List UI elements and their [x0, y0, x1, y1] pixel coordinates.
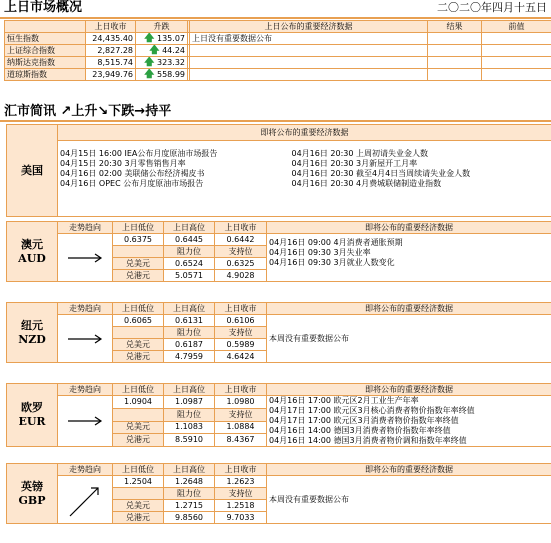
fx-rule [0, 120, 551, 122]
events-header: 即将公布的重要经济数据 [267, 384, 551, 396]
usa-events-left [58, 141, 290, 217]
vs-hkd-label: 兑港元 [113, 512, 164, 524]
event-item: 04月16日 17:00 欧元区2月工业生产年率 [269, 396, 419, 405]
trend-header: 走势趋向 [58, 222, 113, 234]
vs-usd-label: 兑美元 [113, 258, 164, 270]
hkd-support: 4.6424 [215, 351, 267, 363]
close-header: 上日收市 [215, 303, 267, 315]
usd-support: 1.0884 [215, 421, 267, 434]
up-arrow-icon: 🡅 [144, 68, 155, 80]
currency-code: EUR [18, 415, 46, 428]
events-cell [267, 234, 551, 282]
up-arrow-icon: 🡅 [144, 56, 155, 68]
hkd-resistance: 8.5910 [164, 434, 215, 447]
support-header: 支持位 [215, 488, 267, 500]
event-item: 04月16日 20:30 截至4月4日当周续请失业金人数 [291, 169, 471, 178]
events-header: 即将公布的重要经济数据 [267, 464, 551, 476]
high-header: 上日高位 [164, 303, 215, 315]
close-value: 1.2623 [215, 476, 267, 488]
market-row [5, 69, 551, 81]
usa-label: 美国 [7, 125, 58, 217]
hkd-resistance: 4.7959 [164, 351, 215, 363]
flat-arrow-icon [60, 319, 110, 359]
header-rule [0, 17, 551, 19]
currency-code: AUD [18, 251, 46, 265]
low-header: 上日低位 [113, 464, 164, 476]
currency-block-aud [6, 221, 551, 282]
currency-name-cn: 欧罗 [21, 401, 43, 414]
event-item: 04月16日 14:00 德国3月消费者物价调和指数年率终值 [269, 436, 467, 445]
col-change-header: 升跌 [136, 21, 188, 33]
event-item: 04月16日 09:30 3月失业率 [269, 248, 371, 257]
low-header: 上日低位 [113, 303, 164, 315]
market-row [5, 57, 551, 69]
trend-cell [58, 234, 113, 282]
flat-arrow-icon [60, 401, 110, 441]
index-name: 上证综合指数 [5, 45, 86, 57]
index-close: 24,435.40 [86, 33, 136, 45]
close-value: 1.0980 [215, 396, 267, 409]
index-name: 道琼斯指数 [5, 69, 86, 81]
trend-cell [58, 315, 113, 363]
currency-name-cn: 澳元 [21, 237, 43, 251]
usa-events-header: 即将公布的重要经济数据 [58, 125, 551, 141]
event-item: 04月16日 14:00 德国3月消费者物价指数年率终值 [269, 426, 451, 435]
index-name: 纳斯达克指数 [5, 57, 86, 69]
close-header: 上日收市 [215, 464, 267, 476]
support-header: 支持位 [215, 408, 267, 421]
event-item: 04月16日 09:30 3月就业人数变化 [269, 258, 395, 267]
close-header: 上日收市 [215, 222, 267, 234]
vs-usd-label: 兑美元 [113, 500, 164, 512]
close-header: 上日收市 [215, 384, 267, 396]
close-value: 0.6106 [215, 315, 267, 327]
index-close: 8,515.74 [86, 57, 136, 69]
usd-support: 0.5989 [215, 339, 267, 351]
resistance-header: 阻力位 [164, 246, 215, 258]
usa-block [6, 124, 551, 217]
fx-section-title: 汇市简讯 ↗上升↘下跌→持平 [4, 104, 172, 119]
usd-resistance: 1.2715 [164, 500, 215, 512]
col-result-header: 结果 [428, 21, 482, 33]
event-item: 04月16日 02:00 美联储公布经济褐皮书 [60, 169, 205, 178]
high-value: 1.2648 [164, 476, 215, 488]
hkd-support: 9.7033 [215, 512, 267, 524]
trend-header: 走势趋向 [58, 464, 113, 476]
currency-code: NZD [18, 332, 46, 346]
vs-usd-label: 兑美元 [113, 339, 164, 351]
event-item: 04月17日 17:00 欧元区3月核心消费者物价指数年率终值 [269, 406, 475, 415]
high-value: 1.0987 [164, 396, 215, 409]
up-trend-arrow-icon [60, 478, 110, 522]
usa-events-right [290, 141, 551, 217]
vs-usd-label: 兑美元 [113, 421, 164, 434]
low-header: 上日低位 [113, 222, 164, 234]
usd-resistance: 0.6187 [164, 339, 215, 351]
col-close-header: 上日收市 [86, 21, 136, 33]
index-change: 135.07 [157, 33, 185, 43]
event-item: 04月16日 20:30 3月新屋开工月率 [291, 159, 418, 168]
index-change: 323.32 [157, 57, 185, 67]
support-header: 支持位 [215, 246, 267, 258]
events-header: 即将公布的重要经济数据 [267, 303, 551, 315]
usd-resistance: 1.1083 [164, 421, 215, 434]
event-item: 04月15日 16:00 IEA公布月度原油市场报告 [60, 149, 218, 158]
event-item: 04月16日 20:30 上周初请失业金人数 [291, 149, 428, 158]
page-title: 上日市场概况 [4, 0, 83, 15]
index-name: 恒生指数 [5, 33, 86, 45]
events-cell [267, 315, 551, 363]
usd-resistance: 0.6524 [164, 258, 215, 270]
high-header: 上日高位 [164, 222, 215, 234]
high-value: 0.6445 [164, 234, 215, 246]
currency-block-gbp [6, 463, 551, 524]
events-header: 即将公布的重要经济数据 [267, 222, 551, 234]
usd-support: 1.2518 [215, 500, 267, 512]
event-item: 本周没有重要数据公布 [269, 494, 349, 504]
col-events-header: 上日公布的重要经济数据 [190, 21, 428, 33]
trend-cell [58, 476, 113, 524]
trend-cell [58, 396, 113, 447]
hkd-support: 8.4367 [215, 434, 267, 447]
currency-block-eur [6, 383, 551, 447]
event-text: 上日没有重要数据公布 [190, 33, 428, 45]
col-forecast-header: 前值 [482, 21, 551, 33]
event-item: 04月16日 20:30 4月费城联储制造业指数 [291, 179, 442, 188]
market-header-row [5, 21, 551, 33]
up-arrow-icon: 🡅 [149, 44, 160, 56]
hkd-support: 4.9028 [215, 270, 267, 282]
event-item: 本周没有重要数据公布 [269, 333, 349, 343]
resistance-header: 阻力位 [164, 327, 215, 339]
high-header: 上日高位 [164, 464, 215, 476]
low-value: 1.2504 [113, 476, 164, 488]
market-overview-table [4, 20, 551, 81]
support-header: 支持位 [215, 327, 267, 339]
page-header [0, 0, 551, 17]
resistance-header: 阻力位 [164, 408, 215, 421]
event-item: 04月16日 09:00 4月消费者通胀预期 [269, 238, 403, 247]
currency-code: GBP [18, 493, 46, 507]
events-cell [267, 476, 551, 524]
up-arrow-icon: 🡅 [144, 32, 155, 44]
event-item: 04月17日 17:00 欧元区3月消费者物价指数年率终值 [269, 416, 459, 425]
vs-hkd-label: 兑港元 [113, 270, 164, 282]
index-close: 23,949.76 [86, 69, 136, 81]
high-value: 0.6131 [164, 315, 215, 327]
hkd-resistance: 9.8560 [164, 512, 215, 524]
high-header: 上日高位 [164, 384, 215, 396]
event-item: 04月15日 20:30 3月零售销售月率 [60, 159, 186, 168]
trend-header: 走势趋向 [58, 384, 113, 396]
trend-header: 走势趋向 [58, 303, 113, 315]
low-value: 1.0904 [113, 396, 164, 409]
currency-name-cn: 纽元 [21, 318, 43, 332]
usd-support: 0.6325 [215, 258, 267, 270]
low-value: 0.6375 [113, 234, 164, 246]
currency-name-cn: 英镑 [21, 479, 43, 493]
event-item: 04月16日 OPEC 公布月度原油市场报告 [60, 179, 204, 188]
market-row [5, 45, 551, 57]
close-value: 0.6442 [215, 234, 267, 246]
events-cell [267, 396, 551, 447]
flat-arrow-icon [60, 238, 110, 278]
index-close: 2,827.28 [86, 45, 136, 57]
index-change: 44.24 [162, 45, 185, 55]
vs-hkd-label: 兑港元 [113, 434, 164, 447]
hkd-resistance: 5.0571 [164, 270, 215, 282]
index-change: 558.99 [157, 69, 185, 79]
currency-block-nzd [6, 302, 551, 363]
report-date: 二〇二〇年四月十五日 [437, 1, 547, 14]
low-value: 0.6065 [113, 315, 164, 327]
market-row [5, 33, 551, 45]
resistance-header: 阻力位 [164, 488, 215, 500]
low-header: 上日低位 [113, 384, 164, 396]
vs-hkd-label: 兑港元 [113, 351, 164, 363]
